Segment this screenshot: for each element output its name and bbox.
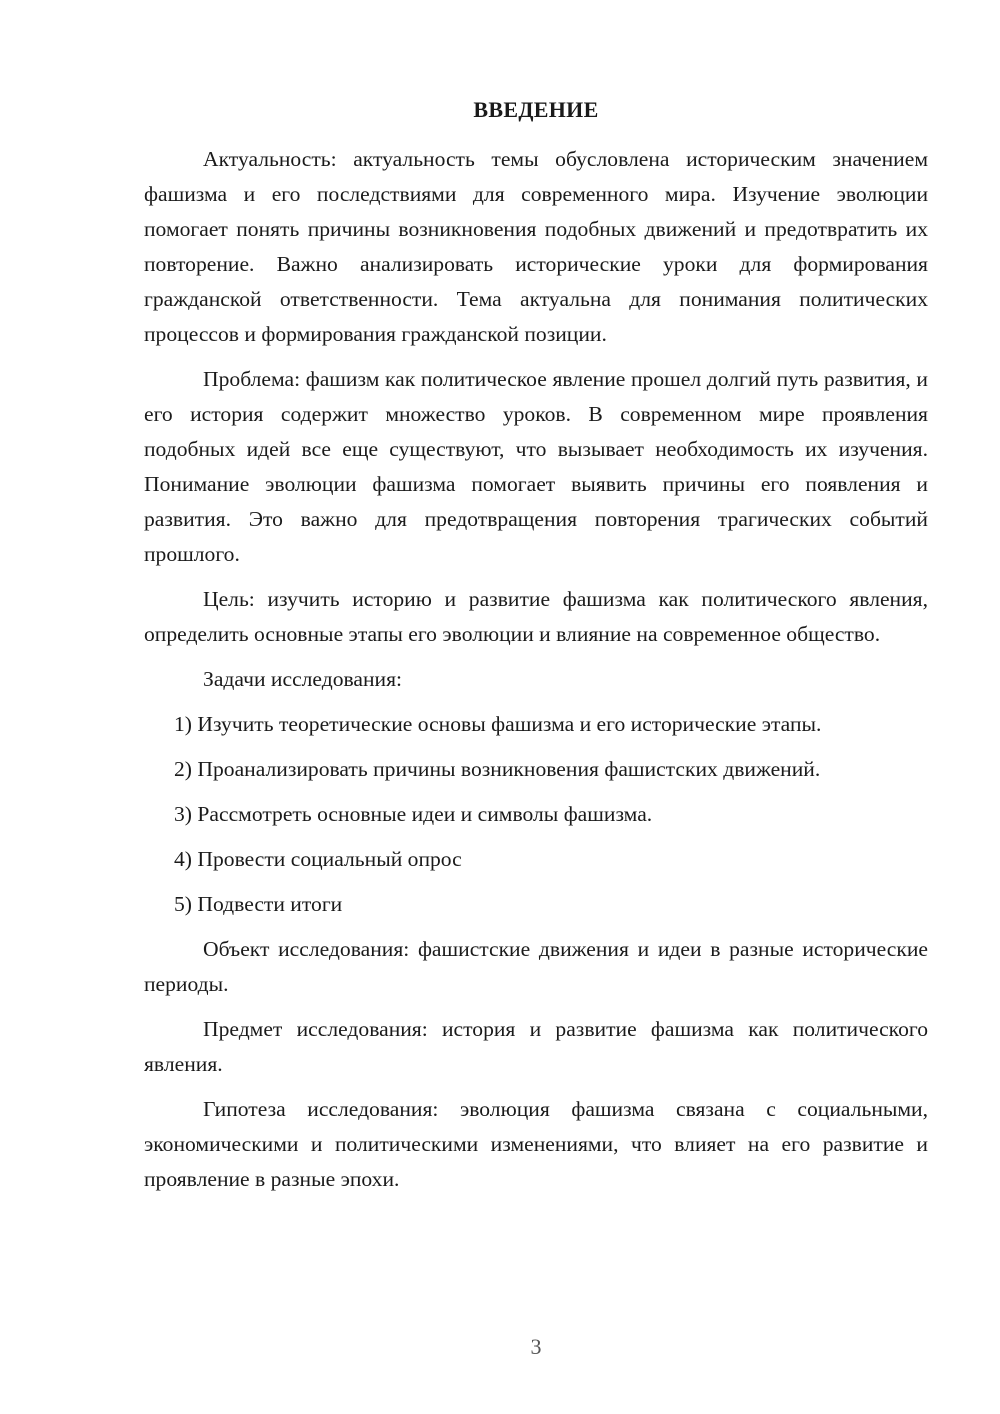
paragraph-goal: Цель: изучить историю и развитие фашизма как политического явления, определить основные этапы его эволюции и влияние на современное общество.	[144, 587, 928, 646]
task-item: 2) Проанализировать причины возникновения фашистских движений.	[174, 757, 821, 781]
page-number: 3	[530, 1334, 542, 1359]
task-item: 1) Изучить теоретические основы фашизма и его исторические этапы.	[174, 712, 822, 736]
page-title: ВВЕДЕНИЕ	[473, 97, 599, 122]
paragraph-relevance: Актуальность: актуальность темы обусловлена историческим значением фашизма и его последствиями для современного мира. Изучение эволюции помогает понять причины возникновения подобных движений и предотвратить их повторение. Важно анализировать исторические уроки для формирования гражданской ответственности. Тема актуальна для понимания политических процессов и формирования гражданской позиции.	[144, 147, 928, 346]
document-body	[144, 142, 928, 1207]
tasks-heading: Задачи исследования:	[203, 667, 403, 691]
paragraph-object: Объект исследования: фашистские движения и идеи в разные исторические периоды.	[144, 937, 928, 996]
paragraph-hypothesis: Гипотеза исследования: эволюция фашизма связана с социальными, экономическими и политическими изменениями, что влияет на его развитие и проявление в разные эпохи.	[144, 1097, 928, 1191]
task-item: 5) Подвести итоги	[174, 892, 343, 916]
task-item: 3) Рассмотреть основные идеи и символы фашизма.	[174, 802, 653, 826]
paragraph-subject: Предмет исследования: история и развитие фашизма как политического явления.	[144, 1017, 928, 1076]
paragraph-problem: Проблема: фашизм как политическое явление прошел долгий путь развития, и его история содержит множество уроков. В современном мире проявления подобных идей все еще существуют, что вызывает необходимость их изучения. Понимание эволюции фашизма помогает выявить причины его появления и развития. Это важно для предотвращения повторения трагических событий прошлого.	[144, 367, 928, 566]
task-item: 4) Провести социальный опрос	[174, 847, 462, 871]
